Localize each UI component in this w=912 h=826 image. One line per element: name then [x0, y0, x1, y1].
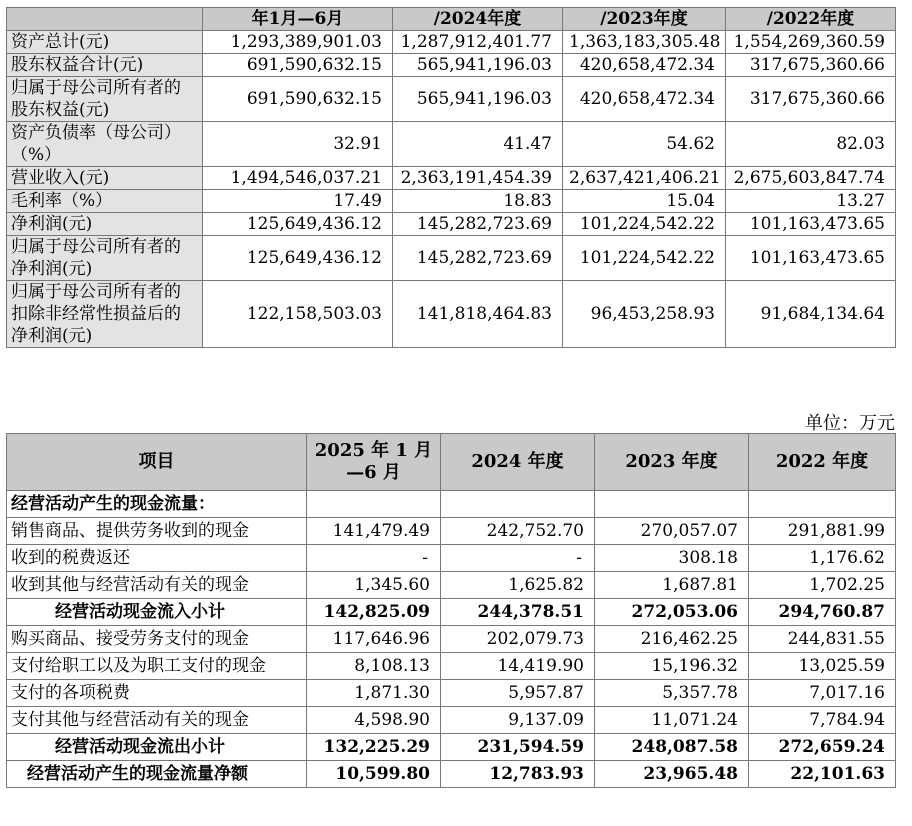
table1-cell: 420,658,472.34 [563, 54, 726, 77]
table1-cell: 17.49 [203, 190, 393, 213]
table2-row [7, 653, 896, 680]
table2-header-item: 项目 [7, 434, 307, 491]
table1-cell: 101,163,473.65 [726, 236, 896, 281]
table2-cell: 10,599.80 [307, 761, 441, 788]
table2-cell: 141,479.49 [307, 518, 441, 545]
table1-cell: 54.62 [563, 122, 726, 167]
table2-row-label: 支付的各项税费 [7, 680, 307, 707]
table1-cell: 15.04 [563, 190, 726, 213]
table2-header-2023: 2023 年度 [595, 434, 749, 491]
table1-cell: 1,293,389,901.03 [203, 31, 393, 54]
table2-cell: 1,871.30 [307, 680, 441, 707]
table1-cell: 101,224,542.22 [563, 213, 726, 236]
table2-row [7, 518, 896, 545]
table1-header-blank [7, 8, 203, 31]
table2-cell: 1,687.81 [595, 572, 749, 599]
section-cell-empty [441, 491, 595, 518]
unit-label: 单位：万元 [805, 413, 895, 434]
table2-row-label: 收到的税费返还 [7, 545, 307, 572]
table2-header-2024: 2024 年度 [441, 434, 595, 491]
table2-cell: 244,378.51 [441, 599, 595, 626]
table2-cell: 272,053.06 [595, 599, 749, 626]
table2-row-label: 经营活动现金流出小计 [7, 734, 307, 761]
table1-cell: 317,675,360.66 [726, 77, 896, 122]
table1-row [7, 54, 896, 77]
table2-row-label: 经营活动产生的现金流量净额 [7, 761, 307, 788]
cash-flow-table [6, 433, 896, 788]
table2-cell: 5,357.78 [595, 680, 749, 707]
table1-row-label: 归属于母公司所有者的净利润(元) [7, 236, 203, 281]
table1-cell: 96,453,258.93 [563, 281, 726, 348]
table2-cell: 294,760.87 [749, 599, 896, 626]
table2-cell: 244,831.55 [749, 626, 896, 653]
table2-cell: 1,625.82 [441, 572, 595, 599]
table2-cell: 22,101.63 [749, 761, 896, 788]
table2-row [7, 572, 896, 599]
table1-row [7, 77, 896, 122]
table1-cell: 145,282,723.69 [393, 236, 563, 281]
table1-cell: 420,658,472.34 [563, 77, 726, 122]
table2-cell: 14,419.90 [441, 653, 595, 680]
table1-cell: 101,163,473.65 [726, 213, 896, 236]
table1-row-label: 归属于母公司所有者的扣除非经常性损益后的净利润(元) [7, 281, 203, 348]
table2-cell: 1,176.62 [749, 545, 896, 572]
table1-cell: 32.91 [203, 122, 393, 167]
table2-cell: 5,957.87 [441, 680, 595, 707]
table2-cell: 272,659.24 [749, 734, 896, 761]
table2-cell: 9,137.09 [441, 707, 595, 734]
table1-header-2024: /2024年度 [393, 8, 563, 31]
table1-cell: 1,287,912,401.77 [393, 31, 563, 54]
table1-row [7, 213, 896, 236]
table2-cell: - [307, 545, 441, 572]
table1-cell: 691,590,632.15 [203, 54, 393, 77]
table2-cell: 11,071.24 [595, 707, 749, 734]
table1-cell: 41.47 [393, 122, 563, 167]
table2-cell: 117,646.96 [307, 626, 441, 653]
table1-cell: 1,554,269,360.59 [726, 31, 896, 54]
table1-row-label: 股东权益合计(元) [7, 54, 203, 77]
table2-header-2022: 2022 年度 [749, 434, 896, 491]
table1-cell: 565,941,196.03 [393, 54, 563, 77]
section-row [7, 491, 896, 518]
table1-cell: 141,818,464.83 [393, 281, 563, 348]
table2-row [7, 545, 896, 572]
table1-cell: 82.03 [726, 122, 896, 167]
table1-cell: 13.27 [726, 190, 896, 213]
table1-row [7, 236, 896, 281]
table1-cell: 125,649,436.12 [203, 236, 393, 281]
table2-cell: 1,702.25 [749, 572, 896, 599]
table1-cell: 91,684,134.64 [726, 281, 896, 348]
table1-cell: 101,224,542.22 [563, 236, 726, 281]
table2-header-row [7, 434, 896, 491]
table2-row-label: 经营活动现金流入小计 [7, 599, 307, 626]
table2-cell: 142,825.09 [307, 599, 441, 626]
table1-row [7, 122, 896, 167]
table1-header-2022: /2022年度 [726, 8, 896, 31]
table2-cell: 1,345.60 [307, 572, 441, 599]
table1-row-label: 毛利率（%） [7, 190, 203, 213]
table1-row-label: 归属于母公司所有者的股东权益(元) [7, 77, 203, 122]
table1-cell: 122,158,503.03 [203, 281, 393, 348]
table2-cell: 242,752.70 [441, 518, 595, 545]
table1-header-h1-2025: 年1月—6月 [203, 8, 393, 31]
table2-cell: 23,965.48 [595, 761, 749, 788]
table2-cell: 132,225.29 [307, 734, 441, 761]
table2-cell: 13,025.59 [749, 653, 896, 680]
table2-cell: 8,108.13 [307, 653, 441, 680]
table1-row [7, 31, 896, 54]
section-title: 经营活动产生的现金流量： [7, 491, 307, 518]
table1-cell: 18.83 [393, 190, 563, 213]
table2-subtotal-row [7, 599, 896, 626]
table2-cell: 231,594.59 [441, 734, 595, 761]
table1-row-label: 净利润(元) [7, 213, 203, 236]
section-cell-empty [749, 491, 896, 518]
table2-cell: 7,784.94 [749, 707, 896, 734]
table2-cell: 15,196.32 [595, 653, 749, 680]
table2-header-h1-2025 [307, 434, 441, 491]
table2-row-label: 支付其他与经营活动有关的现金 [7, 707, 307, 734]
table1-cell: 125,649,436.12 [203, 213, 393, 236]
table1-row-label: 资产负债率（母公司）（%） [7, 122, 203, 167]
table2-cell: 291,881.99 [749, 518, 896, 545]
table2-cell: 4,598.90 [307, 707, 441, 734]
section-cell-empty [307, 491, 441, 518]
table2-subtotal-row [7, 761, 896, 788]
table1-cell: 691,590,632.15 [203, 77, 393, 122]
table1-cell: 317,675,360.66 [726, 54, 896, 77]
table1-row [7, 281, 896, 348]
table2-cell: 216,462.25 [595, 626, 749, 653]
table1-row [7, 167, 896, 190]
table2-row-label: 购买商品、接受劳务支付的现金 [7, 626, 307, 653]
table1-header-row [7, 8, 896, 31]
table2-cell: 248,087.58 [595, 734, 749, 761]
table2-subtotal-row [7, 734, 896, 761]
table1-cell: 2,675,603,847.74 [726, 167, 896, 190]
table2-cell: 270,057.07 [595, 518, 749, 545]
table2-row-label: 支付给职工以及为职工支付的现金 [7, 653, 307, 680]
table2-row [7, 707, 896, 734]
table2-row [7, 626, 896, 653]
table2-row [7, 680, 896, 707]
table1-row-label: 资产总计(元) [7, 31, 203, 54]
table2-row-label: 收到其他与经营活动有关的现金 [7, 572, 307, 599]
table2-cell: 308.18 [595, 545, 749, 572]
financial-summary-table [6, 7, 896, 348]
table2-header-h1-2025-label: 2025 年 1 月—6 月 [314, 440, 433, 483]
table1-cell: 2,637,421,406.21 [563, 167, 726, 190]
table2-cell: - [441, 545, 595, 572]
table1-cell: 1,363,183,305.48 [563, 31, 726, 54]
table2-cell: 12,783.93 [441, 761, 595, 788]
table1-row-label: 营业收入(元) [7, 167, 203, 190]
table1-cell: 2,363,191,454.39 [393, 167, 563, 190]
table2-cell: 7,017.16 [749, 680, 896, 707]
table1-cell: 145,282,723.69 [393, 213, 563, 236]
table1-cell: 1,494,546,037.21 [203, 167, 393, 190]
table2-row-label: 销售商品、提供劳务收到的现金 [7, 518, 307, 545]
table1-header-2023: /2023年度 [563, 8, 726, 31]
table1-cell: 565,941,196.03 [393, 77, 563, 122]
section-cell-empty [595, 491, 749, 518]
table2-cell: 202,079.73 [441, 626, 595, 653]
table1-row [7, 190, 896, 213]
